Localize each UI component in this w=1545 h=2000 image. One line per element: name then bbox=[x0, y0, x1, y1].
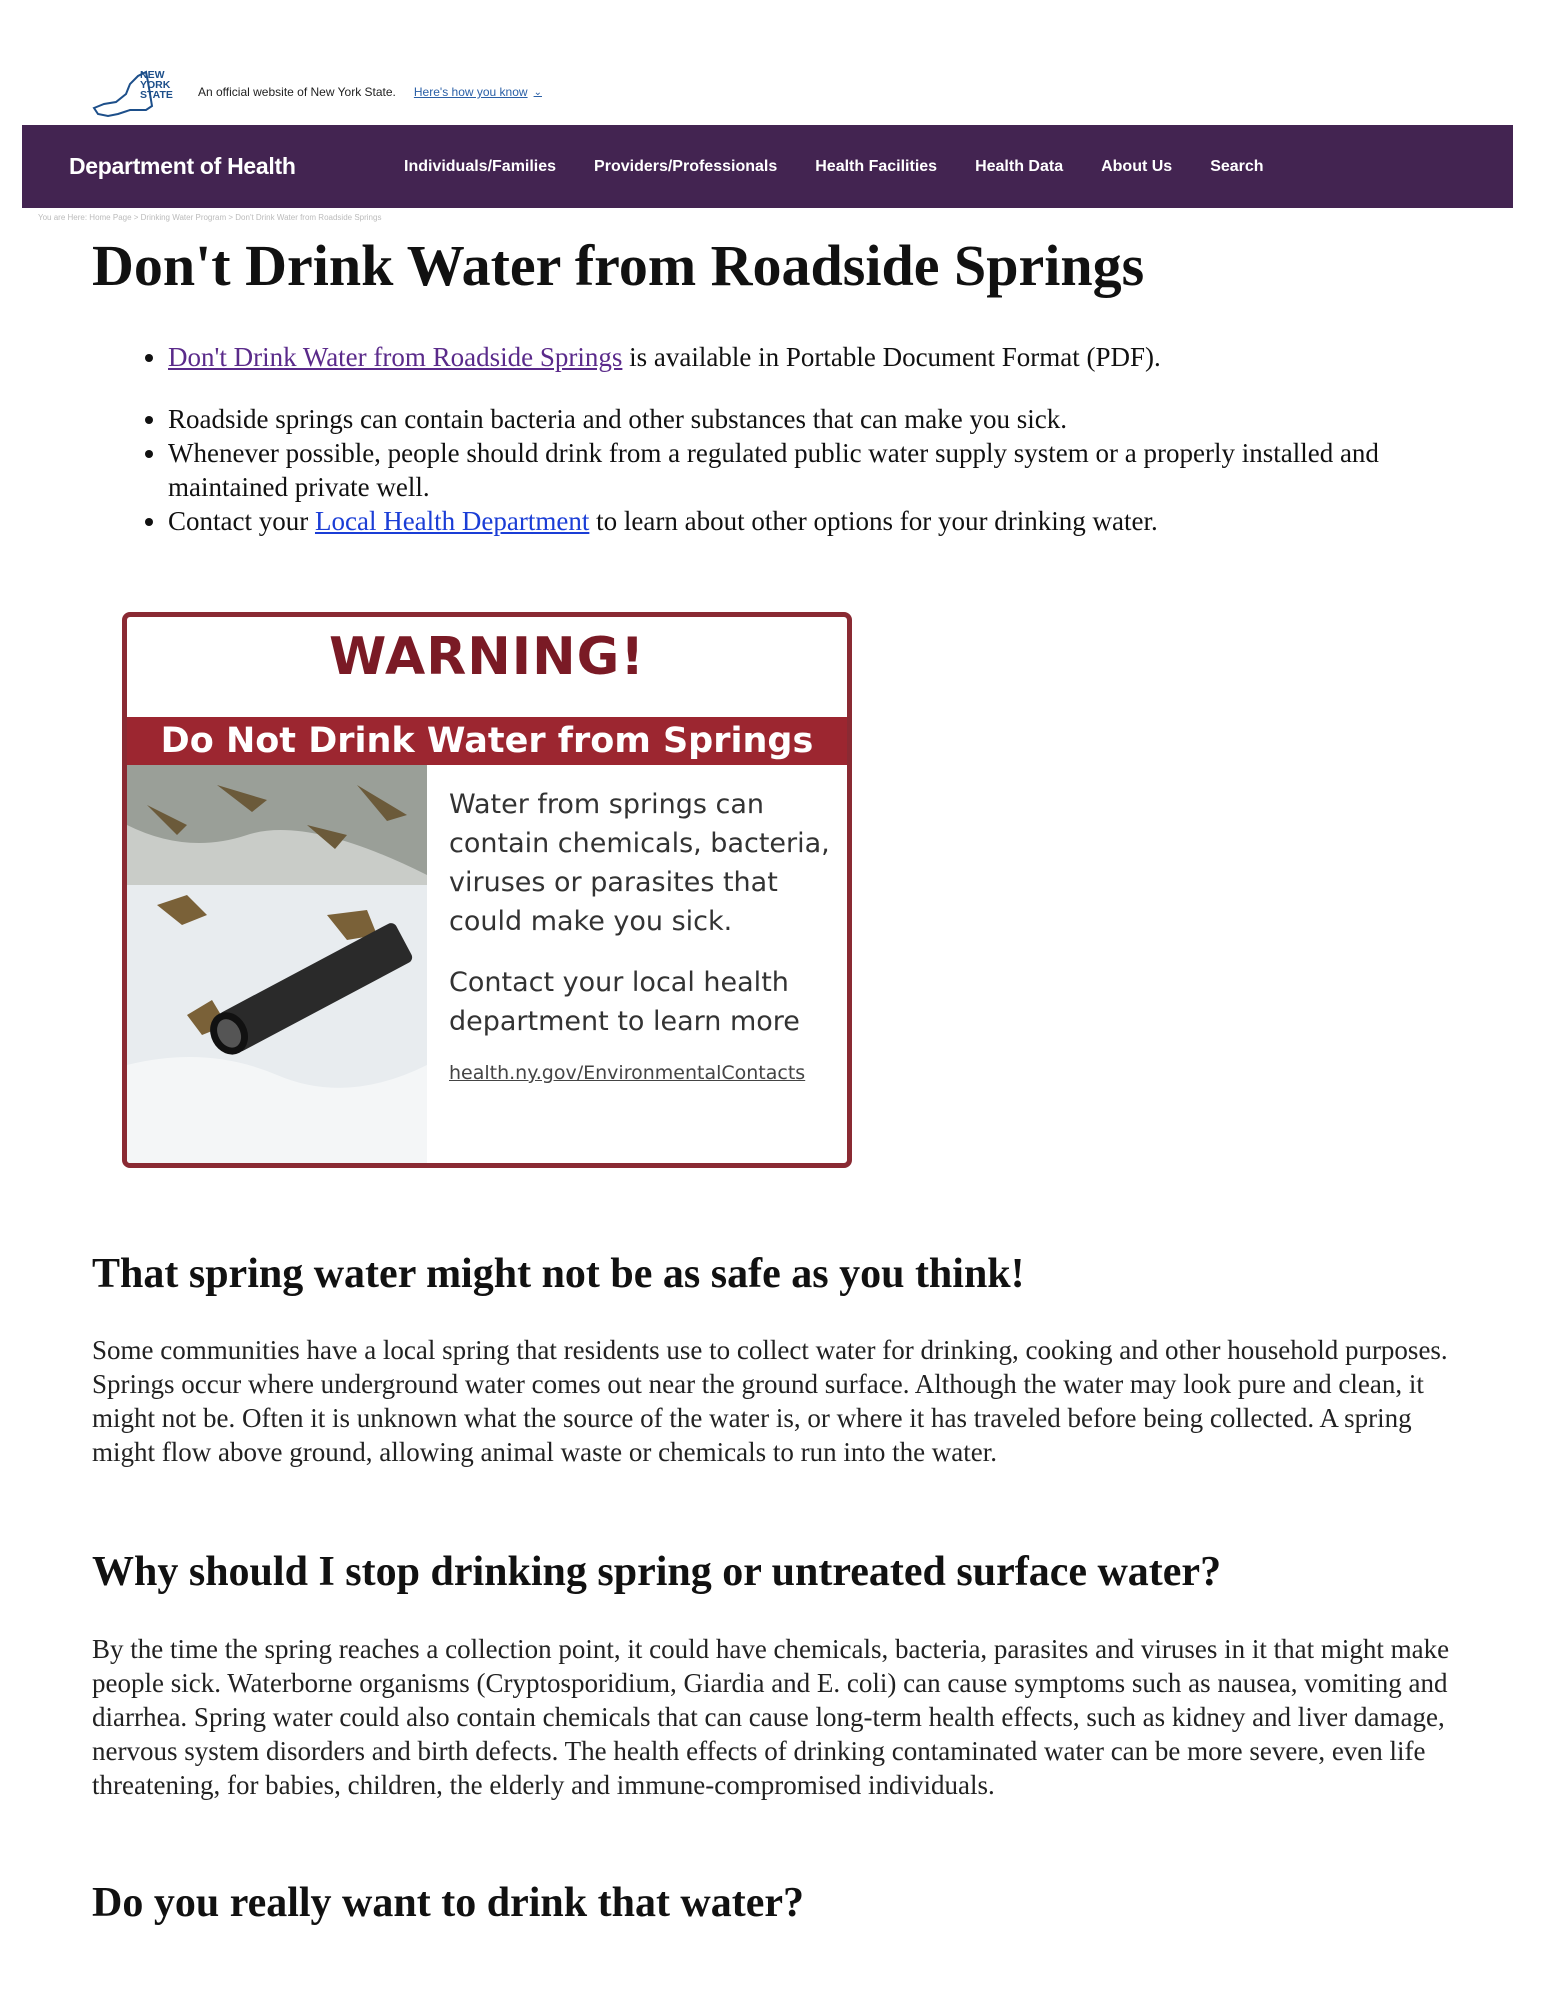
nav-item-about-us[interactable]: About Us bbox=[1101, 157, 1173, 175]
section-heading-safety: That spring water might not be as safe as you think! bbox=[92, 1251, 1025, 1297]
warning-sign-image bbox=[122, 612, 852, 1168]
brand-title[interactable]: Department of Health bbox=[69, 153, 296, 179]
chevron-down-icon: ⌄ bbox=[533, 86, 542, 98]
section-paragraph-safety: Some communities have a local spring that residents use to collect water for drinking, cooking and other household purposes. Springs occur where underground water comes out near the ground surface. Although the water may look pure and clean, it might not be. Often it is unknown what the source of the water is, or where it has traveled before being collected. A spring might flow above ground, allowing animal waste or chemicals to run into the water. bbox=[92, 1335, 1448, 1467]
nys-logo[interactable] bbox=[90, 64, 180, 120]
nav-item-health-facilities[interactable]: Health Facilities bbox=[815, 157, 938, 175]
how-you-know-link[interactable] bbox=[414, 85, 542, 99]
sign-url: health.ny.gov/EnvironmentalContacts bbox=[449, 1062, 806, 1084]
nys-logo-text: NEW YORK STATE bbox=[140, 69, 173, 101]
pdf-suffix: is available in Portable Document Format (PDF). bbox=[622, 342, 1161, 372]
official-banner bbox=[90, 64, 542, 120]
breadcrumb: You are Here: Home Page > Drinking Water Program > Don't Drink Water from Roadside Springs bbox=[38, 213, 382, 222]
main-nav bbox=[22, 125, 1513, 208]
nav-item-providers[interactable]: Providers/Professionals bbox=[594, 157, 778, 175]
section-heading-why-stop: Why should I stop drinking spring or untreated surface water? bbox=[92, 1549, 1222, 1595]
sign-text-warning: Water from springs can contain chemicals, bacteria, viruses or parasites that could make you sick. bbox=[449, 789, 830, 937]
key-points-list bbox=[92, 402, 1452, 538]
section-paragraph-why-stop: By the time the spring reaches a collection point, it could have chemicals, bacteria, parasites and viruses in it that might make people sick. Waterborne organisms (Cryptosporidium, Giardia and E. coli) can cause symptoms such as nausea, vomiting and diarrhea. Spring water could also contain chemicals that can cause long-term health effects, such as kidney and liver damage, nervous system disorders and birth defects. The health effects of drinking contaminated water can be more severe, even life threatening, for babies, children, the elderly and immune-compromised individuals. bbox=[92, 1634, 1450, 1800]
section-heading-really-want: Do you really want to drink that water? bbox=[92, 1880, 805, 1926]
main-content bbox=[92, 222, 1452, 538]
sign-band: Do Not Drink Water from Springs bbox=[127, 717, 847, 765]
contact-prefix: Contact your bbox=[168, 506, 315, 536]
list-item bbox=[168, 340, 1452, 374]
sign-text bbox=[449, 785, 839, 1063]
list-item: • Whenever possible, people should drink from a regulated public water supply system or a properly installed and maintained private well. bbox=[168, 436, 1452, 504]
contact-suffix: to learn about other options for your drinking water. bbox=[589, 506, 1158, 536]
list-item: • Roadside springs can contain bacteria and other substances that can make you sick. bbox=[168, 402, 1452, 436]
page-title: Don't Drink Water from Roadside Springs bbox=[92, 233, 1145, 298]
how-you-know-label: Here's how you know bbox=[413, 85, 528, 99]
list-item bbox=[168, 504, 1452, 538]
nav-item-individuals[interactable]: Individuals/Families bbox=[404, 157, 557, 175]
sign-warning-heading: WARNING! bbox=[328, 627, 646, 687]
spring-pipe-photo bbox=[127, 765, 427, 1163]
sign-text-contact: Contact your local health department to learn more bbox=[449, 967, 800, 1037]
nav-menu bbox=[404, 158, 1264, 176]
nav-item-health-data[interactable]: Health Data bbox=[975, 157, 1064, 175]
local-health-department-link[interactable]: Local Health Department bbox=[314, 506, 590, 536]
pdf-list bbox=[92, 340, 1452, 374]
official-text: An official website of New York State. bbox=[198, 85, 396, 99]
nav-item-search[interactable]: Search bbox=[1210, 157, 1264, 175]
pdf-link[interactable]: Don't Drink Water from Roadside Springs bbox=[168, 342, 623, 372]
